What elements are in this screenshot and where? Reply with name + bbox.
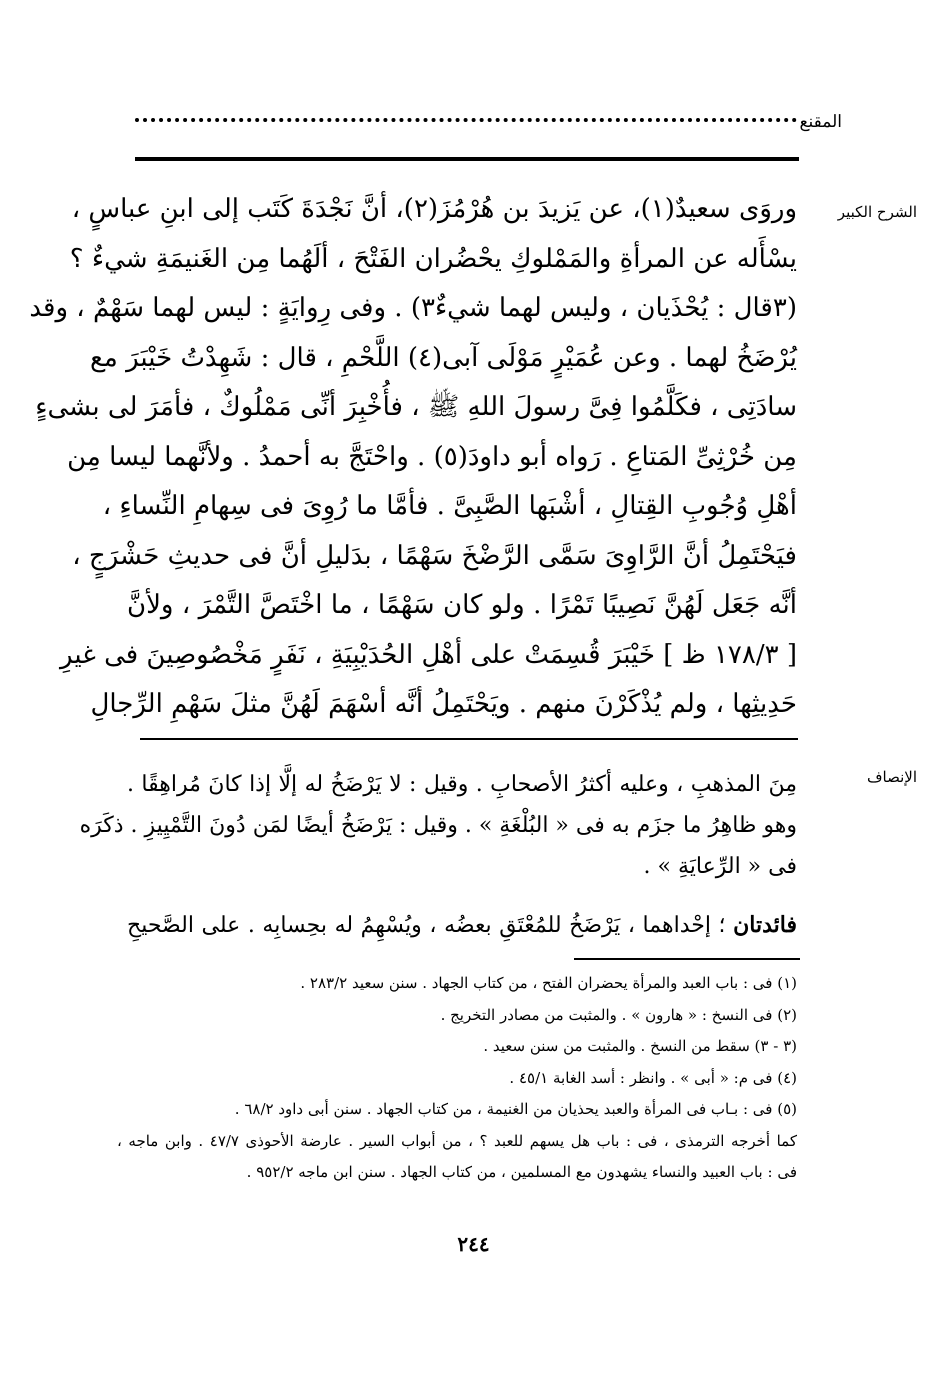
insaf-line: فى « الرِّعايَةِ » .	[643, 854, 797, 879]
insaf-line: وهو ظاهِرُ ما جزَم به فى « البُلْغَةِ » . وقيل : يَرْضَخُ أيضًا لمَن دُونَ التَّمْيِيزِ . ذكَرَه	[79, 813, 797, 838]
main-line: فيَحْتَمِلُ أنَّ الرَّاوِىَ سَمَّى الرَّضْخَ سَهْمًا ، بدَليلِ أنَّ فى حديثِ حَشْرَجٍ ،	[72, 540, 797, 571]
footnote-rule	[574, 958, 800, 960]
main-text	[29, 185, 797, 730]
footnote: (١) فى : باب العبد والمرأة يحضران الفتح ، من كتاب الجهاد . سنن سعيد ٢٨٣/٢ .	[300, 974, 797, 992]
fawaid-label: فائدتان	[733, 912, 798, 938]
fawaid-paragraph	[127, 905, 797, 946]
footnotes	[117, 968, 797, 1189]
footnote: (٣ - ٣) سقط من النسخ . والمثبت من سنن سعيد .	[483, 1037, 797, 1055]
main-line: سادَتِى ، فكَلَّمُوا فِىَّ رسولَ اللهِ ﷺ ، فأُخْبِرَ أنِّى مَمْلُوكٌ ، فأمَرَ لى بشىءٍ	[35, 392, 797, 422]
main-line: يسْأَله عن المرأةِ والمَمْلوكِ يحْضُران الفَتْحَ ، ألَهُما مِن الغَنيمَةِ شيءٌ ؟	[69, 243, 797, 274]
insaf-text	[79, 764, 797, 887]
footnote: فى : باب العبيد والنساء يشهدون مع المسلمين ، من كتاب الجهاد . سنن ابن ماجه ٩٥٢/٢ .	[246, 1163, 797, 1181]
main-line: أهْلِ وُجُوبِ القِتالِ ، أشْبَها الصَّبِىَّ . فأمَّا ما رُوِىَ فى سِهامِ النِّساءِ ،	[102, 491, 797, 521]
main-line: حَدِيثِها ، ولم يُذْكَرْنَ منهم . ويَحْتَمِلُ أنَّه أسْهَمَ لَهُنَّ مثلَ سَهْمِ الرِّجالِ	[90, 689, 797, 719]
insaf-section-label: الإنصاف	[866, 768, 917, 786]
section-divider	[140, 738, 798, 740]
main-line: أنَّه جَعَل لَهُنَّ نَصِيبًا تَمْرًا . ولو كان سَهْمًا ، ما اخْتَصَّ التَّمْرَ ، ولأنَّ	[127, 590, 797, 620]
main-line: يُرْضَخُ لهما . وعن عُمَيْرٍ مَوْلَى آبى(٤) اللَّحْمِ ، قال : شَهِدْتُ خَيْبَرَ مع	[90, 342, 797, 373]
main-line: مِن خُرْثِىِّ المَتاعِ . رَواه أبو داودَ(٥) . واحْتَجَّ به أحمدُ . ولأنَّهما ليسا مِن	[67, 441, 797, 472]
header-dotted-leader	[135, 118, 797, 122]
page-number: ٢٤٤	[457, 1232, 490, 1256]
header-title: المقنع	[799, 112, 842, 132]
main-line: وروَى سعيدٌ(١)، عن يَزيدَ بن هُرْمُزَ(٢)، أنَّ نَجْدَةَ كَتَب إلى ابنِ عباسٍ ،	[71, 194, 797, 224]
footnote: (٥) فى : بـاب فى المرأة والعبد يحذيان من الغنيمة ، من كتاب الجهاد . سنن أبى داود ٦٨/٢ .	[234, 1100, 797, 1118]
sharh-section-label: الشرح الكبير	[837, 203, 917, 221]
footnote: (٢) فى النسخ : « هارون » . والمثبت من مصادر التخريج .	[440, 1005, 797, 1024]
main-line: (٣قال : يُحْذَيان ، وليس لهما شيءٌ٣) . وفى رِوايَةٍ : ليس لهما سَهْمٌ ، وقد	[29, 293, 797, 323]
header-rule	[135, 157, 799, 161]
main-line: [ ١٧٨/٣ ظ ] خَيْبَرَ قُسِمَتْ على أهْلِ الحُدَيْبِيَةِ ، نَفَرٍ مَخْصُوصِينَ فى غيرِ	[60, 639, 797, 670]
insaf-line: مِنَ المذهبِ ، وعليه أكثرُ الأصحابِ . وقيل : لا يَرْضَخُ له إلَّا إذا كانَ مُراهِقًا .	[127, 772, 797, 797]
fawaid-text: ؛ إحْداهما ، يَرْضَخُ للمُعْتَقِ بعضُه ، ويُسْهِمُ له بحِسابِه . على الصَّحيحِ	[127, 913, 726, 938]
footnote: كما أخرجه الترمذى ، فى : باب هل يسهم للعبد ؟ ، من أبواب السير . عارضة الأحوذى ٤٧/٧ . وابن ماجه ،	[117, 1131, 797, 1150]
footnote: (٤) فى م: « أبى » . وانظر : أسد الغابة ٤٥/١ .	[509, 1068, 797, 1087]
